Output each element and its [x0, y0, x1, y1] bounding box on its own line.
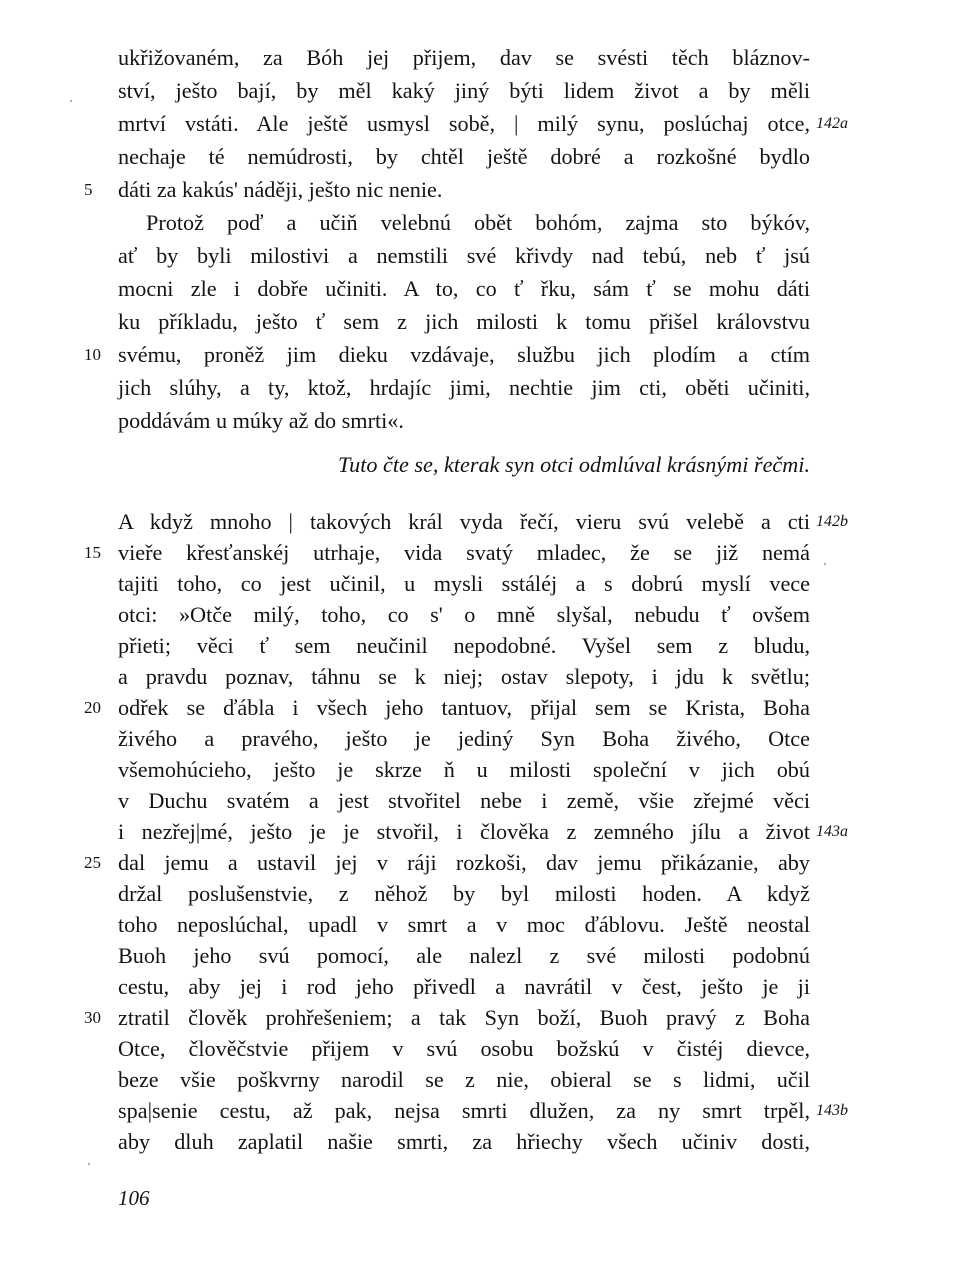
line-number: 20	[84, 698, 101, 717]
scan-speck	[70, 100, 72, 102]
folio-reference: 143a	[816, 823, 848, 840]
line-number: 30	[84, 1008, 101, 1027]
text-line: aby dluh zaplatil našie smrti, za hřiechy všech učiniv dosti,	[118, 1129, 810, 1154]
text-line: ztratil člověk prohřešeniem; a tak Syn boží, Buoh pravý z Boha	[118, 1005, 810, 1030]
text-line: dal jemu a ustavil jej v ráji rozkoši, dav jemu přikázanie, aby	[118, 850, 810, 875]
text-line: v Duchu svatém a jest stvořitel nebe i země, všie zřejmé věci	[118, 788, 810, 813]
text-line: živého a pravého, ješto je jediný Syn Boha živého, Otce	[118, 726, 810, 751]
text-line: ať by byli milostivi a nemstili své křivdy nad tebú, neb ť jsú	[118, 243, 810, 268]
text-line: ukřižovaném, za Bóh jej přijem, dav se svésti těch bláznov-	[118, 45, 810, 70]
text-line: toho neposlúchal, upadl v smrt a v moc ďáblovu. Ještě neostal	[118, 912, 810, 937]
text-line: poddávám u múky až do smrti«.	[118, 408, 404, 433]
text-line: Protož poď a učiň velebnú obět bohóm, zajma sto býkóv,	[146, 210, 810, 235]
text-line: ku příkladu, ješto ť sem z jich milosti k tomu přišel královstvu	[118, 309, 810, 334]
text-line: ství, ješto bají, by měl kaký jiný býti lidem život a by měli	[118, 78, 810, 103]
section-heading: Tuto čte se, kterak syn otci odmlúval krásnými řečmi.	[338, 452, 810, 477]
text-line: beze všie poškvrny narodil se z nie, obieral se s lidmi, učil	[118, 1067, 810, 1092]
text-line: nechaje té nemúdrosti, by chtěl ještě dobré a rozkošné bydlo	[118, 144, 810, 169]
line-number: 10	[84, 345, 101, 364]
text-line: jich slúhy, a ty, ktož, hrdajíc jimi, nechtie jim cti, oběti učiniti,	[118, 375, 810, 400]
line-number: 15	[84, 543, 101, 562]
text-line: Otce, člověčstvie přijem v svú osobu božskú v čistéj dievce,	[118, 1036, 810, 1061]
text-line: otci: »Otče milý, toho, co s' o mně slyšal, nebudu ť ovšem	[118, 602, 810, 627]
page-number: 106	[118, 1186, 150, 1210]
text-line: všemohúcieho, ješto je skrze ň u milosti společní v jich obú	[118, 757, 810, 782]
text-line: Buoh jeho svú pomocí, ale nalezl z své milosti podobnú	[118, 943, 810, 968]
text-line: spa|senie cestu, až pak, nejsa smrti dlužen, za ny smrt trpěl,	[118, 1098, 810, 1123]
folio-reference: 142b	[816, 513, 848, 530]
text-line: mocni zle i dobře učiniti. A to, co ť řku, sám ť se mohu dáti	[118, 276, 810, 301]
text-line: i nezřej|mé, ješto je je stvořil, i člověka z zemného jílu a život	[118, 819, 810, 844]
text-line: dáti za kakús' náději, ješto nic nenie.	[118, 177, 443, 202]
text-line: odřek se ďábla i všech jeho tantuov, přijal sem se Krista, Boha	[118, 695, 810, 720]
line-number: 25	[84, 853, 101, 872]
folio-reference: 143b	[816, 1102, 848, 1119]
text-line: mrtví vstáti. Ale ještě usmysl sobě, | milý synu, poslúchaj otce,	[118, 111, 810, 136]
text-line: A když mnoho | takových král vyda řečí, vieru svú velebě a cti	[118, 509, 810, 534]
text-line: držal poslušenstvie, z něhož by byl milosti hoden. A když	[118, 881, 810, 906]
folio-reference: 142a	[816, 115, 848, 132]
text-line: a pravdu poznav, táhnu se k niej; ostav slepoty, i jdu k světlu;	[118, 664, 810, 689]
text-line: svému, proněž jim dieku vzdávaje, službu jich plodím a ctím	[118, 342, 810, 367]
text-line: cestu, aby jej i rod jeho přivedl a navrátil v čest, ješto je ji	[118, 974, 810, 999]
text-line: tajiti toho, co jest učinil, u mysli sstáléj a s dobrú myslí vece	[118, 571, 810, 596]
scan-speck	[824, 563, 826, 565]
text-line: vieře křesťanskéj utrhaje, vida svatý mladec, že se již nemá	[118, 540, 810, 565]
text-line: přieti; věci ť sem neučinil nepodobné. Vyšel sem z bludu,	[118, 633, 810, 658]
line-number: 5	[84, 180, 93, 199]
scan-speck	[88, 1163, 90, 1165]
